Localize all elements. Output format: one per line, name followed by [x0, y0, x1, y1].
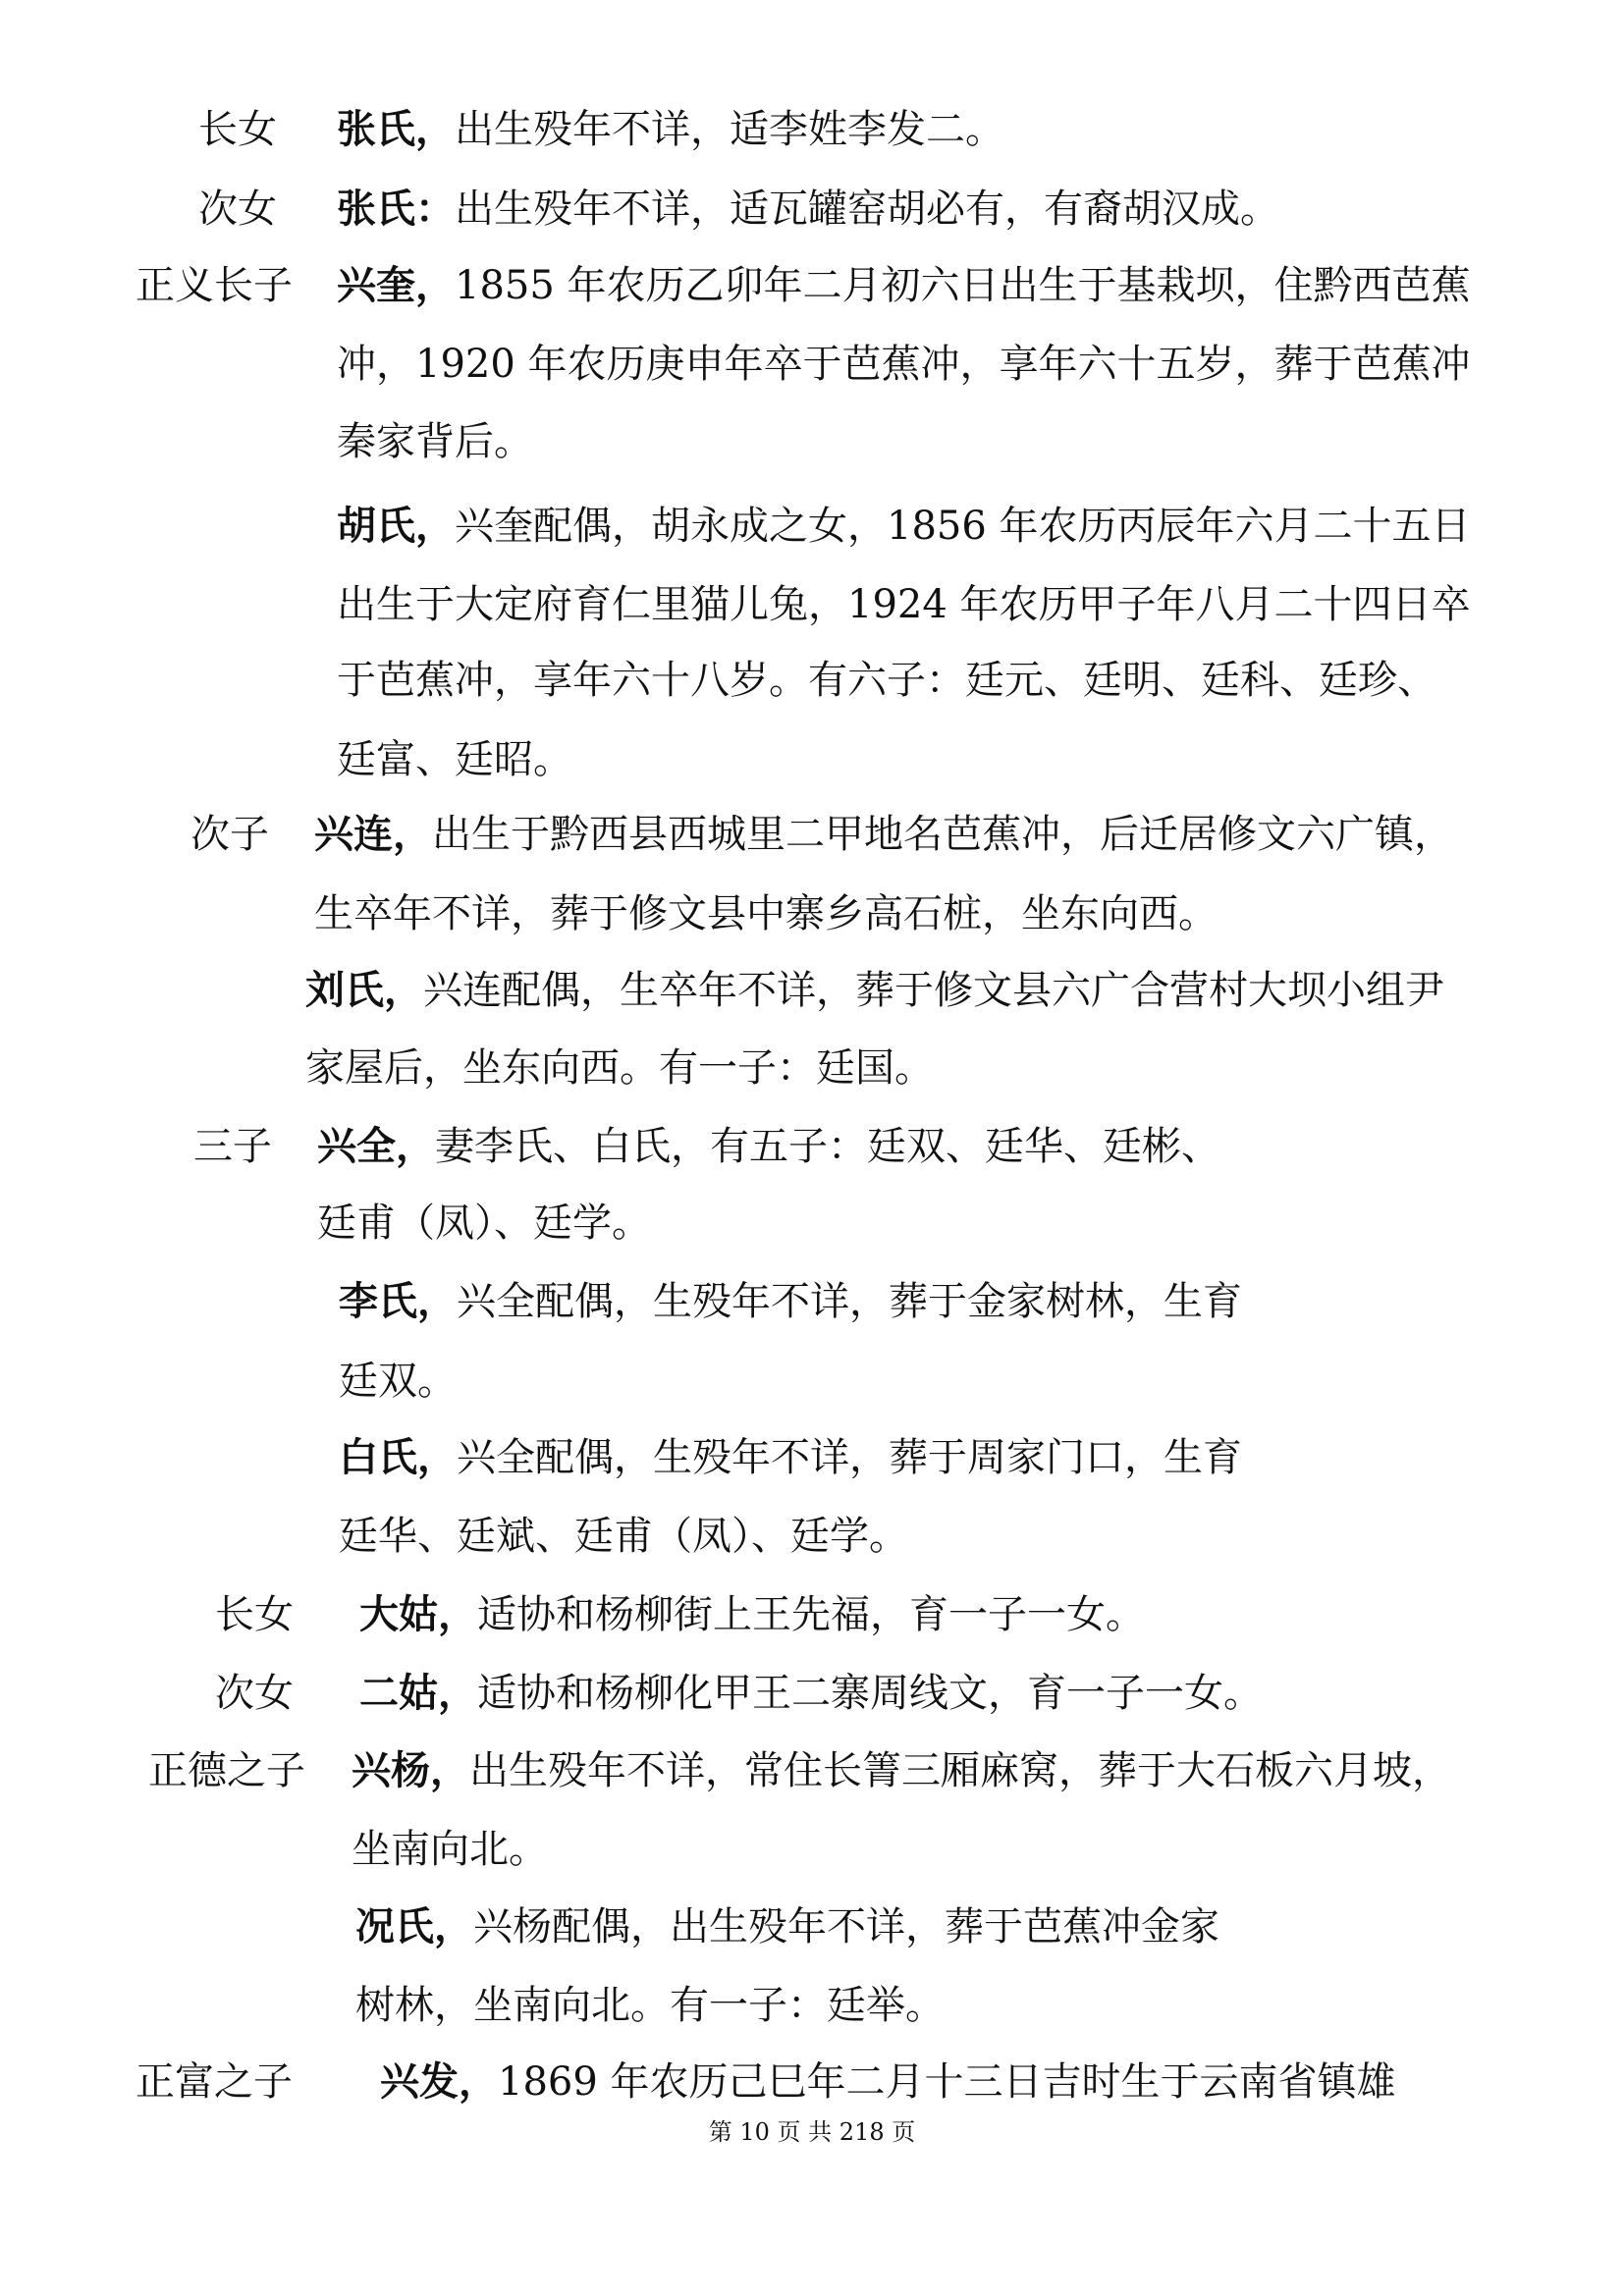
- entry-label: 正富之子: [135, 2059, 293, 2105]
- entry-label: 长女: [215, 1592, 294, 1637]
- entry-line: [359, 1587, 1145, 1642]
- entry-label: 三子: [193, 1124, 272, 1169]
- entry-line: [352, 1743, 1451, 1798]
- entry-text: 1855 年农历乙卯年二月初六日出生于基栽坝，住黔西芭蕉: [455, 263, 1471, 308]
- entry-line: [359, 1666, 1263, 1721]
- entry-line: 冲，1920 年农历庚申年卒于芭蕉冲，享年六十五岁，葬于芭蕉冲: [337, 342, 1471, 387]
- person-name: 李氏，: [339, 1278, 457, 1324]
- entry-line: [339, 1274, 1242, 1329]
- entry-line: 家屋后，坐东向西。有一子：廷国。: [305, 1045, 934, 1091]
- entry-line: 于芭蕉冲，享年六十八岁。有六子：廷元、廷明、廷科、廷珍、: [337, 658, 1436, 703]
- entry-text: 妻李氏、白氏，有五子：廷双、廷华、廷彬、: [435, 1124, 1220, 1169]
- entry-line: [337, 182, 1279, 237]
- person-name: 兴全，: [317, 1123, 435, 1169]
- entry-text: 兴杨配偶，出生殁年不详，葬于芭蕉冲金家: [473, 1904, 1219, 1949]
- entry-label: 正德之子: [148, 1748, 305, 1793]
- entry-label: 次女: [198, 187, 277, 232]
- person-name: 兴连，: [314, 811, 432, 857]
- entry-line: [317, 1119, 1220, 1174]
- entry-line: [314, 807, 1453, 862]
- entry-text: 适协和杨柳化甲王二寨周线文，育一子一女。: [477, 1671, 1263, 1716]
- person-name: 张氏：: [337, 186, 455, 232]
- entry-line: [337, 102, 1004, 157]
- person-name: 白氏，: [339, 1434, 457, 1480]
- page-number-footer: 第 10 页 共 218 页: [708, 2118, 916, 2146]
- entry-text: 出生于黔西县西城里二甲地名芭蕉冲，后迁居修文六广镇，: [432, 812, 1453, 857]
- entry-label: 长女: [198, 107, 277, 152]
- entry-line: 树林，坐南向北。有一子：廷举。: [355, 1983, 945, 2028]
- person-name: 二姑，: [359, 1670, 477, 1716]
- entry-text: 出生殁年不详，适瓦罐窑胡必有，有裔胡汉成。: [455, 187, 1279, 232]
- person-name: 兴杨，: [352, 1747, 469, 1793]
- person-name: 大姑，: [359, 1591, 477, 1637]
- entry-line: 廷甫（凤）、廷学。: [317, 1201, 651, 1246]
- person-name: 况氏，: [355, 1903, 473, 1949]
- entry-line: [337, 258, 1471, 313]
- entry-label: 次子: [190, 812, 269, 857]
- entry-text: 1869 年农历己巳年二月十三日吉时生于云南省镇雄: [498, 2059, 1396, 2105]
- entry-line: 秦家背后。: [337, 419, 533, 464]
- person-name: 兴发，: [380, 2058, 498, 2105]
- entry-line: [337, 499, 1471, 554]
- entry-line: 坐南向北。: [352, 1827, 548, 1872]
- entry-text: 出生殁年不详，适李姓李发二。: [455, 107, 1004, 152]
- person-name: 胡氏，: [337, 503, 455, 549]
- entry-line: 廷华、廷斌、廷甫（凤）、廷学。: [339, 1514, 908, 1559]
- entry-text: 兴连配偶，生卒年不详，葬于修文县六广合营村大坝小组尹: [423, 968, 1444, 1013]
- entry-text: 兴奎配偶，胡永成之女，1856 年农历丙辰年六月二十五日: [455, 504, 1471, 549]
- entry-label: 正义长子: [135, 263, 293, 308]
- entry-text: 兴全配偶，生殁年不详，葬于金家树林，生育: [457, 1279, 1242, 1324]
- entry-line: 出生于大定府育仁里猫儿兔，1924 年农历甲子年八月二十四日卒: [337, 582, 1471, 627]
- entry-line: [380, 2055, 1396, 2109]
- person-name: 兴奎，: [337, 262, 455, 308]
- person-name: 刘氏，: [305, 967, 423, 1013]
- entry-text: 兴全配偶，生殁年不详，葬于周家门口，生育: [457, 1435, 1242, 1480]
- entry-line: [339, 1430, 1242, 1485]
- entry-line: 廷双。: [339, 1359, 457, 1404]
- entry-label: 次女: [215, 1671, 294, 1716]
- entry-line: [355, 1899, 1219, 1954]
- person-name: 张氏，: [337, 106, 455, 152]
- entry-line: [305, 963, 1444, 1018]
- entry-text: 适协和杨柳街上王先福，育一子一女。: [477, 1592, 1145, 1637]
- entry-line: 生卒年不详，葬于修文县中寨乡高石桩，坐东向西。: [314, 891, 1218, 936]
- entry-line: 廷富、廷昭。: [337, 737, 572, 782]
- entry-text: 出生殁年不详，常住长箐三厢麻窝，葬于大石板六月坡，: [469, 1748, 1451, 1793]
